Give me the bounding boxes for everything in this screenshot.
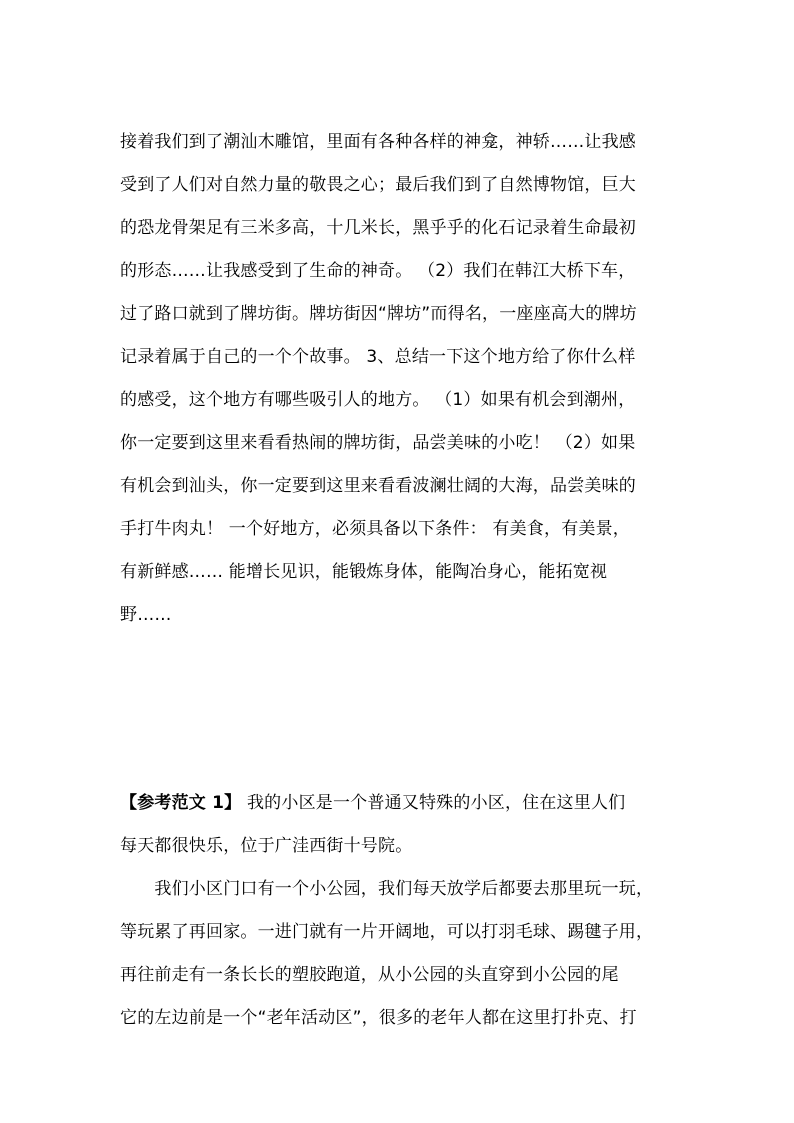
text-line: 它的左边前是一个“老年活动区”，很多的老年人都在这里打扑克、打	[120, 1008, 637, 1028]
text-line: 过了路口就到了牌坊街。牌坊街因“牌坊”而得名，一座座高大的牌坊	[120, 304, 637, 324]
text-span: 我的小区是一个普通又特殊的小区，住在这里人们	[241, 793, 626, 813]
text-line: 的感受，这个地方有哪些吸引人的地方。 （1）如果有机会到潮州，	[120, 390, 636, 410]
text-line: 野……	[120, 605, 172, 625]
text-line: 你一定要到这里来看看热闹的牌坊街，品尝美味的小吃！ （2）如果	[120, 433, 636, 453]
text-line: 有机会到汕头，你一定要到这里来看看波澜壮阔的大海，品尝美味的	[120, 476, 636, 496]
text-line: 的恐龙骨架足有三米多高，十几米长，黑乎乎的化石记录着生命最初	[120, 218, 636, 238]
text-line: 受到了人们对自然力量的敬畏之心；最后我们到了自然博物馆，巨大	[120, 175, 636, 195]
text-line: 记录着属于自己的一个个故事。 3、总结一下这个地方给了你什么样	[120, 347, 636, 367]
text-line: 手打牛肉丸！ 一个好地方，必须具备以下条件： 有美食，有美景，	[120, 519, 631, 539]
text-line: 等玩累了再回家。一进门就有一片开阔地，可以打羽毛球、踢毽子用，	[120, 922, 654, 942]
text-line: 我们小区门口有一个小公园，我们每天放学后都要去那里玩一玩，	[120, 879, 654, 899]
text-line: 再往前走有一条长长的塑胶跑道，从小公园的头直穿到小公园的尾	[120, 965, 619, 985]
section-heading: 【参考范文 1】	[120, 793, 242, 813]
text-line: 的形态……让我感受到了生命的神奇。 （2）我们在韩江大桥下车，	[120, 261, 636, 281]
text-line	[120, 791, 680, 815]
text-line: 接着我们到了潮汕木雕馆，里面有各种各样的神龛，神轿……让我感	[120, 132, 636, 152]
text-line: 有新鲜感…… 能增长见识，能锻炼身体，能陶冶身心，能拓宽视	[120, 562, 608, 582]
text-line: 每天都很快乐，位于广洼西街十号院。	[120, 836, 413, 856]
